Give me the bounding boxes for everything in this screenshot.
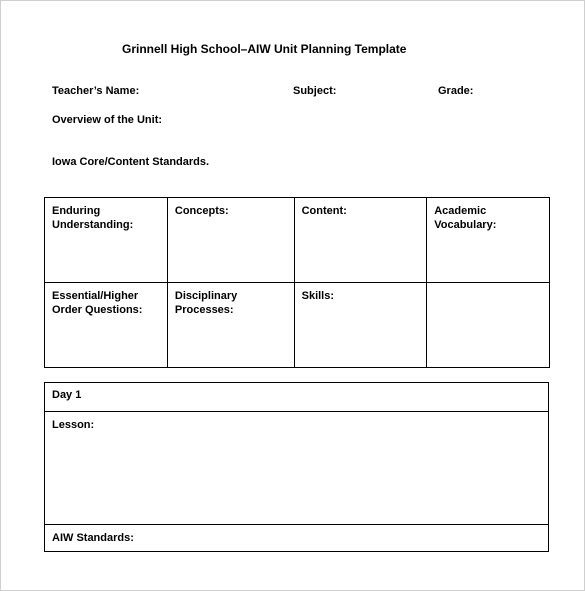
day-label: Day 1 [45, 383, 548, 412]
grade-label: Grade: [438, 85, 474, 97]
aiw-standards-label: AIW Standards: [52, 532, 134, 544]
overview-label: Overview of the Unit: [52, 114, 163, 126]
lesson-box [44, 382, 549, 552]
standards-label: Iowa Core/Content Standards. [52, 156, 210, 168]
grid-row [45, 283, 550, 368]
enduring-understanding-cell: Enduring Understanding: [45, 198, 168, 283]
concepts-cell: Concepts: [167, 198, 294, 283]
subject-label: Subject: [293, 85, 337, 97]
empty-cell [427, 283, 550, 368]
grid-row [45, 198, 550, 283]
lesson-label: Lesson: [45, 412, 548, 525]
academic-vocabulary-cell: Academic Vocabulary: [427, 198, 550, 283]
content-cell: Content: [294, 198, 427, 283]
disciplinary-processes-cell: Disciplinary Processes: [167, 283, 294, 368]
skills-cell: Skills: [294, 283, 427, 368]
teacher-name-label: Teacher’s Name: [52, 85, 140, 97]
planning-grid [44, 197, 550, 368]
essential-questions-cell: Essential/Higher Order Questions: [45, 283, 168, 368]
document-title: Grinnell High School–AIW Unit Planning Template [122, 42, 407, 56]
